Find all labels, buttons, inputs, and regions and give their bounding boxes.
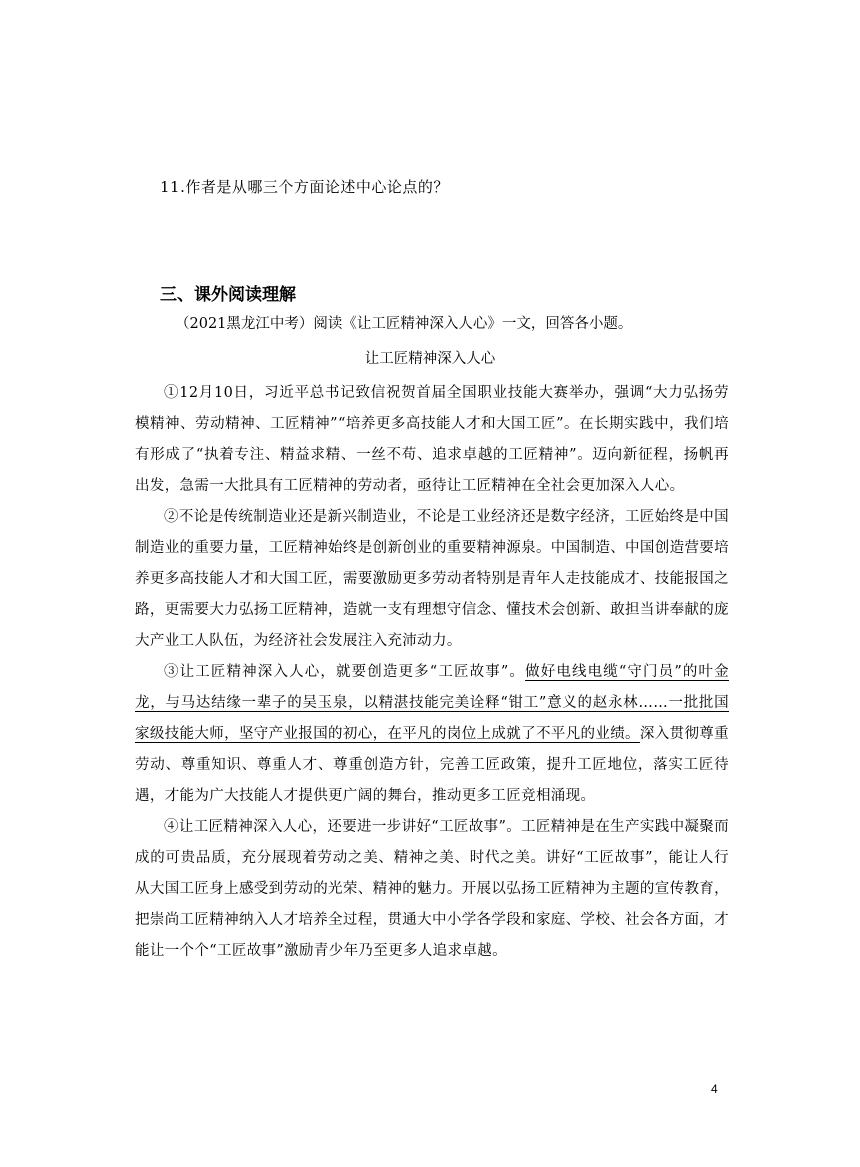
article-title: 让工匠精神深入人心 bbox=[364, 351, 496, 367]
reading-intro: （2021黑龙江中考）阅读《让工匠精神深入人心》一文，回答各小题。 bbox=[175, 316, 633, 332]
paragraph-3-underlined: 做好电线电缆“守门员”的叶金龙，与马达结缘一辈子的吴玉泉，以精湛技能完美诠释“钳工”意义的赵永林……一批批国家级技能大师，坚守产业报国的初心，在平凡的岗位上成就了不平凡的业绩。 bbox=[135, 664, 729, 742]
paragraph-4: ④让工匠精神深入人心，还要进一步讲好“工匠故事”。工匠精神是在生产实践中凝聚而成的可贵品质，充分展现着劳动之美、精神之美、时代之美。讲好“工匠故事”，能让人行从大国工匠身上感受到劳动的光荣、精神的魅力。开展以弘扬工匠精神为主题的宣传教育，把崇尚工匠精神纳入人才培养全过程，贯通大中小学各学段和家庭、学校、社会各方面，才能让一个个“工匠故事”激励青少年乃至更多人追求卓越。 bbox=[135, 819, 729, 959]
paragraph-3 bbox=[135, 657, 729, 812]
paragraph-1: ①12月10日，习近平总书记致信祝贺首届全国职业技能大赛举办，强调“大力弘扬劳模精神、劳动精神、工匠精神”“培养更多高技能人才和大国工匠”。在长期实践中，我们培有形成了“执着专注、精益求精、一丝不苟、追求卓越的工匠精神”。迈向新征程，扬帆再出发，急需一大批具有工匠精神的劳动者，亟待让工匠精神在全社会更加深入人心。 bbox=[135, 385, 729, 494]
article-body bbox=[135, 378, 729, 967]
paragraph-3-lead: ③让工匠精神深入人心，就要创造更多“工匠故事”。 bbox=[164, 664, 526, 680]
paragraph-3-tail: 深入贯彻尊重劳动、尊重知识、尊重人才、尊重创造方针，完善工匠政策，提升工匠地位，落实工匠待遇，才能为广大技能人才提供更广阔的舞台，推动更多工匠竞相涌现。 bbox=[135, 726, 730, 804]
page-number: 4 bbox=[711, 1082, 718, 1096]
paragraph-2: ②不论是传统制造业还是新兴制造业，不论是工业经济还是数字经济，工匠始终是中国制造业的重要力量，工匠精神始终是创新创业的重要精神源泉。中国制造、中国创造营要培养更多高技能人才和大国工匠，需要激励更多劳动者特别是青年人走技能成才、技能报国之路，更需要大力弘扬工匠精神，造就一支有理想守信念、懂技术会创新、敢担当讲奉献的庞大产业工人队伍，为经济社会发展注入充沛动力。 bbox=[135, 509, 729, 649]
question-11: 11.作者是从哪三个方面论述中心论点的？ bbox=[160, 178, 449, 196]
section-heading: 三、课外阅读理解 bbox=[160, 285, 296, 305]
